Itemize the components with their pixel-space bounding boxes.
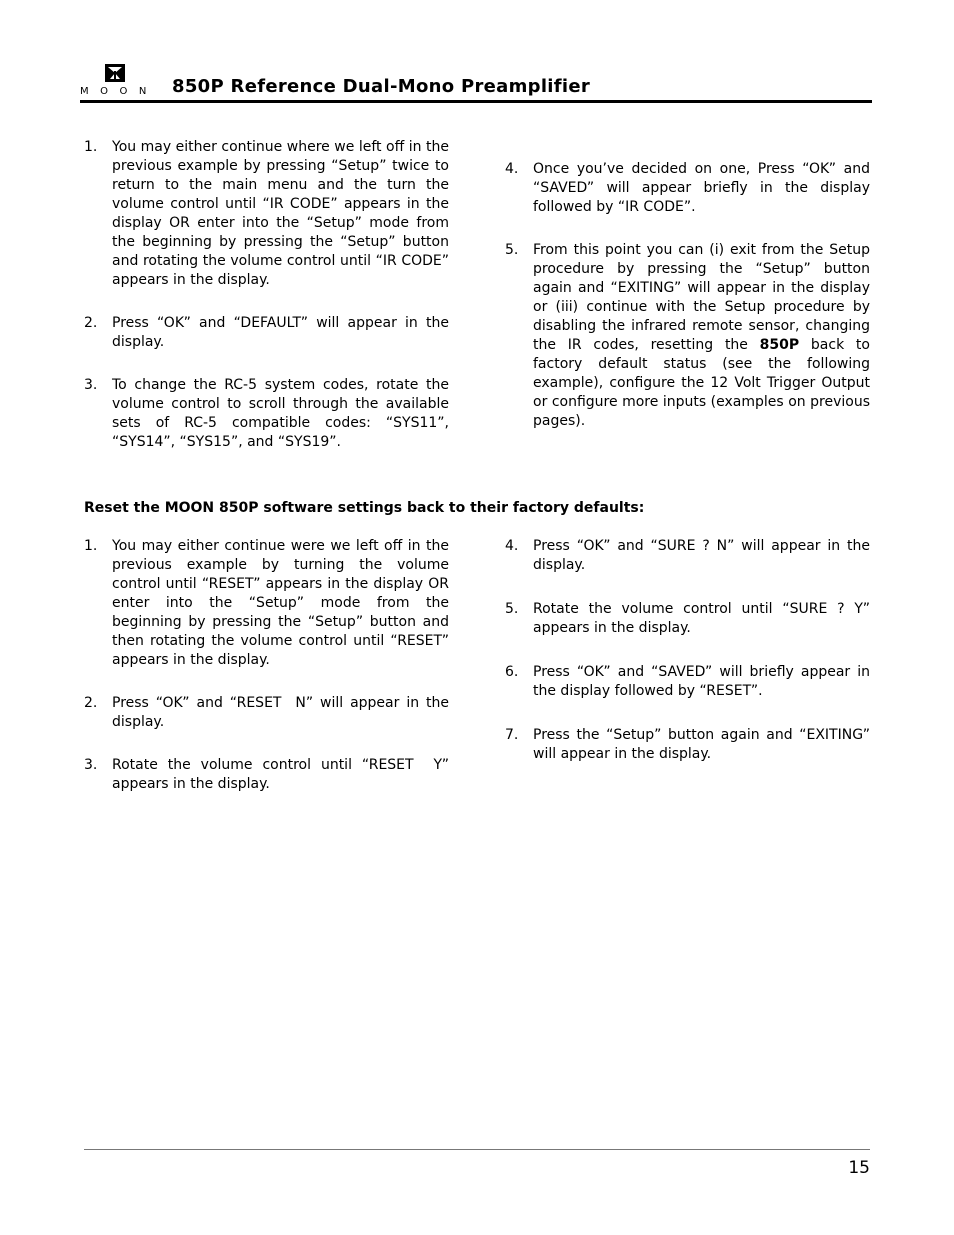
moon-logo (80, 58, 156, 100)
list-item (84, 756, 454, 794)
list-item (84, 376, 449, 452)
list-item (505, 726, 870, 764)
document-title: 850P Reference Dual-Mono Preamplifier (172, 76, 591, 97)
step-text: Rotate the volume control until “SURE ? Y” appears in the display. (533, 601, 870, 636)
step-number: 3. (84, 377, 98, 393)
section-heading: Reset the MOON 850P software settings back to their factory defaults: (84, 500, 645, 516)
list-item (505, 160, 870, 217)
list-item (505, 537, 870, 575)
page-number: 15 (848, 1158, 870, 1178)
step-text: Once you’ve decided on one, Press “OK” and “SAVED” will appear briefly in the display followed by “IR CODE”. (533, 161, 870, 215)
step-text: back to factory default status (see the following example), configure the 12 Volt Trigger Output or configure more inputs (examples on previous pages). (533, 337, 870, 429)
step-number: 7. (505, 727, 519, 743)
list-item (84, 138, 449, 290)
ir-steps-right (505, 160, 870, 431)
step-number: 1. (84, 538, 98, 554)
step-number: 4. (505, 161, 519, 177)
moon-logo-text: MOON (80, 86, 158, 97)
step-text: Press the “Setup” button again and “EXITING” will appear in the display. (533, 727, 870, 762)
moon-logo-icon (104, 62, 126, 84)
step-number: 5. (505, 242, 519, 258)
ir-steps-left (84, 138, 449, 452)
step-number: 5. (505, 601, 519, 617)
step-text: Rotate the volume control until “RESET Y” appears in the display. (112, 757, 454, 792)
reset-steps-right (505, 537, 870, 764)
step-text: You may either continue were we left off in the previous example by turning the volume control until “RESET” appears in the display OR enter into the “Setup” mode from the beginning by pressing the “Setup” button and then rotating the volume control until “RESET” appears in the display. (112, 538, 449, 668)
step-text: Press “OK” and “SAVED” will briefly appear in the display followed by “RESET”. (533, 664, 870, 699)
list-item (84, 537, 449, 670)
step-text: From this point you can (i) exit from the Setup procedure by pressing the “Setup” button again and “EXITING” will appear in the display or (iii) continue with the Setup procedure by disabling the infrared remote sensor, changing the IR codes, resetting the (533, 242, 870, 353)
step-number: 6. (505, 664, 519, 680)
footer-rule (84, 1149, 870, 1150)
step-number: 1. (84, 139, 98, 155)
step-number: 4. (505, 538, 519, 554)
list-item (505, 241, 870, 431)
step-text: Press “OK” and “DEFAULT” will appear in the display. (112, 315, 449, 350)
step-text: Press “OK” and “RESET N” will appear in the display. (112, 695, 454, 730)
step-number: 2. (84, 695, 98, 711)
model-name: 850P (759, 337, 800, 353)
list-item (505, 663, 870, 701)
step-number: 2. (84, 315, 98, 331)
step-text: You may either continue where we left off in the previous example by pressing “Setup” twice to return to the main menu and the turn the volume control until “IR CODE” appears in the display OR enter into the “Setup” mode from the beginning by pressing the “Setup” button and rotating the volume control until “IR CODE” appears in the display. (112, 139, 449, 288)
page-header (80, 58, 872, 104)
list-item (84, 694, 454, 732)
step-number: 3. (84, 757, 98, 773)
step-text: Press “OK” and “SURE ? N” will appear in the display. (533, 538, 870, 573)
reset-steps-left (84, 537, 454, 794)
list-item (84, 314, 449, 352)
step-text: To change the RC-5 system codes, rotate the volume control to scroll through the available sets of RC-5 compatible codes: “SYS11”, “SYS14”, “SYS15”, and “SYS19”. (112, 377, 449, 450)
header-rule (80, 100, 872, 103)
list-item (505, 600, 870, 638)
